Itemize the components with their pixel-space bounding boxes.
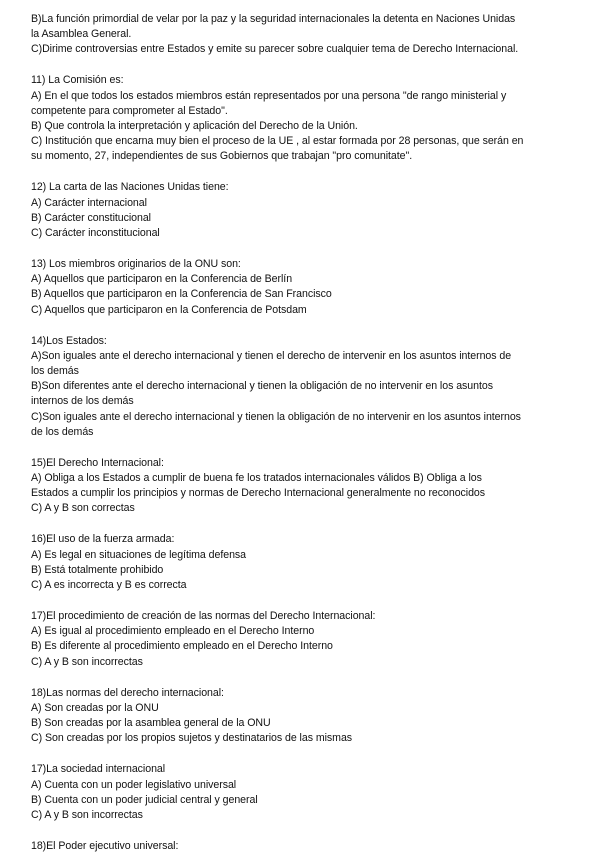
question-heading: 11) La Comisión es: [31,74,124,87]
answer-option: B) Son creadas por la asamblea general de la ONU [31,717,271,730]
answer-option: B) Es diferente al procedimiento empleado en el Derecho Interno [31,640,333,653]
answer-option: C) A y B son incorrectas [31,808,143,821]
answer-option: B) Carácter constitucional [31,211,151,224]
answer-option: A) Aquellos que participaron en la Conferencia de Berlín [31,273,293,286]
answer-option: A) Cuenta con un poder legislativo universal [31,778,237,791]
answer-option: A) Es legal en situaciones de legítima defensa [31,548,247,561]
answer-option: C) Institución que encarna muy bien el proceso de la UE , al estar formada por 28 personas, que serán en [31,135,524,148]
answer-option: A) Obliga a los Estados a cumplir de buena fe los tratados internacionales válidos B) Obliga a los [31,472,482,485]
text-line: la Asamblea General. [31,28,132,41]
answer-option: A) Son creadas por la ONU [31,701,159,714]
answer-option: C)Son iguales ante el derecho internacional y tienen la obligación de no intervenir en los asuntos internos [31,410,521,423]
question-heading: 12) La carta de las Naciones Unidas tiene: [31,181,229,194]
question-17a [31,609,570,670]
answer-option: C) A y B son correctas [31,502,135,515]
answer-option: B)Son diferentes ante el derecho internacional y tienen la obligación de no intervenir en los asuntos [31,380,493,393]
answer-option: C) Son creadas por los propios sujetos y destinatarios de las mismas [31,732,353,745]
question-heading: 16)El uso de la fuerza armada: [31,533,175,546]
answer-option: A) Es igual al procedimiento empleado en el Derecho Interno [31,625,315,638]
answer-option: Estados a cumplir los principios y normas de Derecho Internacional generalmente no reconocidos [31,487,486,500]
question-11 [31,73,570,164]
answer-option: A) En el que todos los estados miembros están representados por una persona "de rango ministerial y [31,89,507,102]
question-15 [31,456,570,517]
question-heading: 14)Los Estados: [31,334,107,347]
question-14 [31,334,570,440]
question-heading: 17)El procedimiento de creación de las normas del Derecho Internacional: [31,610,376,623]
intro-block [31,12,570,58]
answer-option: B) Cuenta con un poder judicial central y general [31,793,258,806]
answer-option: su momento, 27, independientes de sus Gobiernos que trabajan "pro comunitate". [31,150,413,163]
answer-option: B) Aquellos que participaron en la Conferencia de San Francisco [31,288,332,301]
text-line: B)La función primordial de velar por la paz y la seguridad internacionales la detenta en Naciones Unidas [31,13,516,25]
question-18a [31,686,570,747]
answer-option: B) Que controla la interpretación y aplicación del Derecho de la Unión. [31,120,358,133]
answer-option: internos de los demás [31,395,134,408]
answer-option: C) A es incorrecta y B es correcta [31,579,187,592]
answer-option: los demás [31,365,79,378]
answer-option: de los demás [31,425,94,438]
question-13 [31,257,570,318]
question-heading: 15)El Derecho Internacional: [31,456,164,469]
question-heading: 18)El Poder ejecutivo universal: [31,839,179,852]
answer-option: competente para comprometer al Estado". [31,104,228,117]
question-heading: 13) Los miembros originarios de la ONU son: [31,258,241,271]
question-17b [31,762,570,823]
question-16 [31,532,570,593]
question-heading: 18)Las normas del derecho internacional: [31,686,224,699]
text-line: C)Dirime controversias entre Estados y emite su parecer sobre cualquier tema de Derecho Internacional. [31,43,519,56]
answer-option: C) A y B son incorrectas [31,655,143,668]
answer-option: A) Carácter internacional [31,196,147,209]
answer-option: C) Carácter inconstitucional [31,227,160,240]
answer-option: B) Está totalmente prohibido [31,563,164,576]
question-18b [31,839,570,854]
question-12 [31,180,570,241]
answer-option: C) Aquellos que participaron en la Conferencia de Potsdam [31,303,307,316]
answer-option: A)Son iguales ante el derecho internacional y tienen el derecho de intervenir en los asuntos internos de [31,349,512,362]
question-heading: 17)La sociedad internacional [31,763,166,776]
